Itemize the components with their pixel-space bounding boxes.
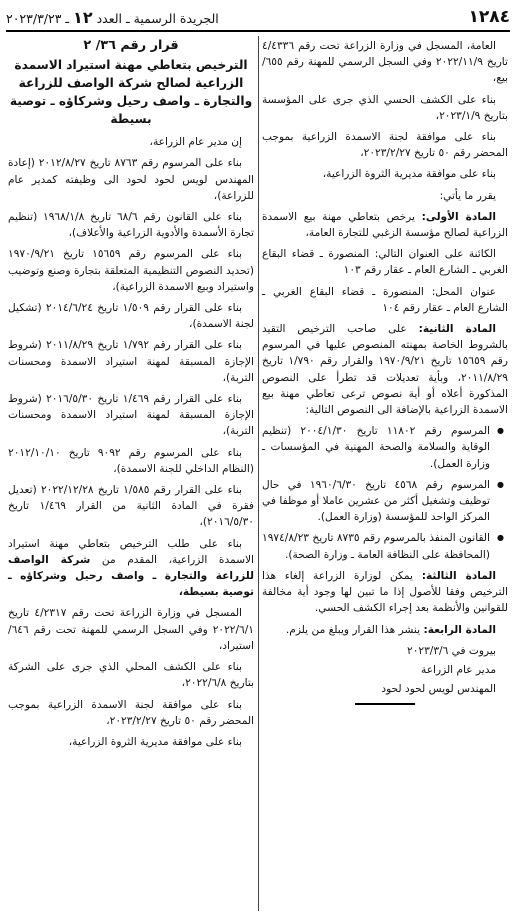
decision-number: قرار رقم ٣٦/ ٢ [83,38,179,53]
paragraph: بناء على المرسوم رقم ٩٠٩٢ تاريخ ٢٠١٢/١٠/١٠ (النظام الداخلي للجنة الاسمدة)، [8,446,254,475]
article-1-text: يرخص بتعاطي مهنة بيع الاسمدة الزراعية لصالح مؤسسة الزغبي للتجارة العامة، [262,210,508,240]
paragraph: بناء على القرار رقم ١/٥٨٥ تاريخ ٢٠٢٢/١٢/٢٨ (تعديل فقرة في المادة الثانية من القرار ١/٤٦٩ تاريخ ٢٠١٦/٥/٣٠)، [8,484,254,529]
decision-title: الترخيص بتعاطي مهنة استيراد الاسمدة الزراعية لصالح شركة الواصف للزراعة والتجارة ـ واصف رحيل وشركاؤه ـ توصية بسيطة [9,58,253,127]
article-1-label: المادة الأولى: [421,210,497,223]
issuer: إن مدير عام الزراعة، [149,136,242,149]
laws-list [262,423,508,563]
paragraph: بناء على الكشف الحسي الذي جرى على المؤسسة بتاريخ ٢٠٢٣/١/٩، [262,93,508,122]
list-item: ● القانون المنفذ بالمرسوم رقم ٨٧٣٥ تاريخ ١٩٧٤/٨/٢٣ (المحافظة على النظافة العامة ـ وزارة الصحة). [262,530,498,562]
article-4-text: ينشر هذا القرار ويبلغ من يلزم. [285,623,421,636]
page-number: ١٢٨٤ [468,7,510,27]
issue-date: ـ ٢٠٢٣/٣/٢٣ [6,10,70,26]
article-3-label: المادة الثالثة: [421,569,496,582]
article-4-label: المادة الرابعة: [423,623,496,636]
signer-title: مدير عام الزراعة [421,663,496,676]
article-1-address: الكائنة على العنوان التالي: المنصورة ـ قضاء البقاع الغربي ـ الشارع العام ـ عقار رقم ١٠٣ [262,248,508,277]
paragraph: بناء على موافقة لجنة الاسمدة الزراعية بموجب المحضر رقم ٥٠ تاريخ ٢٠٢٣/٢/٢٧، [262,131,508,160]
article-2 [262,321,508,418]
article-1 [262,209,508,241]
paragraph: بناء على القرار رقم ١/٤٦٩ تاريخ ٢٠١٦/٥/٣٠ (شروط الإجازة المسبقة لمهنة استيراد الاسمدة ومحسنات التربة)، [8,393,254,438]
company-name: شركة الواصف للزراعة والتجارة ـ واصف رحيل وشركاؤه ـ توصية بسيطة، [8,553,254,599]
paragraph: بناء على الكشف المحلي الذي جرى على الشركة بتاريخ ٢٠٢٢/٦/٨، [8,661,254,690]
list-item: ● المرسوم رقم ٤٥٦٨ تاريخ ١٩٦٠/٦/٣٠ في حال توظيف وتشغيل أكثر من عشرين عاملا أو موظفا في المركز الواحد للمؤسسة (وزارة العمل). [262,477,498,526]
paragraph: بناء على موافقة لجنة الاسمدة الزراعية بموجب المحضر رقم ٥٠ تاريخ ٢٠٢٣/٢/٢٧، [8,698,254,727]
place-date: بيروت في ٢٠٢٣/٣/٦ [407,644,496,657]
paragraph: المسجل في وزارة الزراعة تحت رقم ٤/٢٣١٧ تاريخ ٢٠٢٢/٦/١ وفي السجل الرسمي للمهنة تحت رقم ٦٤٦/استيراد، [8,607,254,652]
column-divider [258,36,259,911]
signer-name: المهندس لويس لحود لحود [381,683,496,696]
article-2-label: المادة الثانية: [418,323,496,336]
paragraph: بناء على القرار رقم ١/٧٩٢ تاريخ ٢٠١١/٨/٢٩ (شروط الإجازة المسبقة لمهنة استيراد الاسمدة ومحسنات التربة)، [8,339,254,384]
paragraph: بناء على القانون رقم ٦٨/٦ تاريخ ١٩٦٨/١/٨ (تنظيم تجارة الأسمدة والأدوية الزراعية والأعلاف)، [8,211,254,240]
paragraph: العامة، المسجل في وزارة الزراعة تحت رقم ٤/٤٣٣٦ تاريخ ٢٠٢٢/١١/٩ وفي السجل الرسمي للمهنة رقم ٦٥٥/ بيع، [262,40,508,85]
paragraph: بناء على موافقة مديرية الثروة الزراعية، [68,735,242,748]
gazette-info [6,8,219,27]
gazette-prefix: الجريدة الرسمية ـ العدد [96,10,219,26]
paragraph: بناء على القرار رقم ١/٥٠٩ تاريخ ٢٠١٤/٦/٢٤ (تشكيل لجنة الاسمدة)، [8,302,254,331]
article-2-text: على صاحب الترخيص التقيد بالشروط الخاصة بمهنته المنصوص عليها في المرسوم رقم ١٥٦٥٩ تاريخ ١٩٧٠/٩/٢١ والقرار رقم ١/٧٩٠ تاريخ ٢٠١١/٨/٢٩، وبأية تعديلات قد تطرأ على النصوص المذكورة أعلاه أو أية نصوص ترعى تعاطي مهنة بيع الاسمدة الزراعية بالإضافة الى النصوص التالية: [262,323,508,417]
request-paragraph [8,536,254,601]
article-4 [262,622,508,638]
paragraph: بناء على موافقة مديرية الثروة الزراعية، [322,168,496,181]
left-column [8,38,254,755]
issue-number: ١٢ [73,7,93,27]
article-3 [262,568,508,617]
paragraph: بناء على المرسوم رقم ١٥٦٥٩ تاريخ ١٩٧٠/٩/٢١ (تحديد النصوص التنظيمية المتعلقة بتجارة وصنع وتوضيب واستيراد وبيع الاسمدة الزراعية)، [8,248,254,293]
paragraph: يقرر ما يأتي: [439,189,496,202]
article-3-text: يمكن لوزارة الزراعة إلغاء هذا الترخيص وفقا للأصول إذا ما تبين لها وجود أية مخالفة للقوانين والأنظمة بعد إجراء الكشف الحسي. [262,569,508,615]
right-column [262,38,508,705]
page-header [6,6,510,32]
request-text: بناء على طلب الترخيص بتعاطي مهنة استيراد الاسمدة الزراعية، المقدم من [8,537,254,566]
list-item: ● المرسوم رقم ١١٨٠٢ تاريخ ٢٠٠٤/١/٣٠ (تنظيم الوقاية والسلامة والصحة المهنية في المؤسسات ـ وزارة العمل). [262,423,498,472]
paragraph: بناء على المرسوم رقم ٨٧٦٣ تاريخ ٢٠١٢/٨/٢٧ (إعادة المهندس لويس لحود لحود الى وظيفته كمدير عام للزراعة)، [8,157,254,202]
end-rule [355,703,415,705]
article-1-work-address: عنوان المحل: المنصورة ـ قضاء البقاع الغربي ـ الشارع العام ـ عقار رقم ١٠٤ [262,285,508,314]
